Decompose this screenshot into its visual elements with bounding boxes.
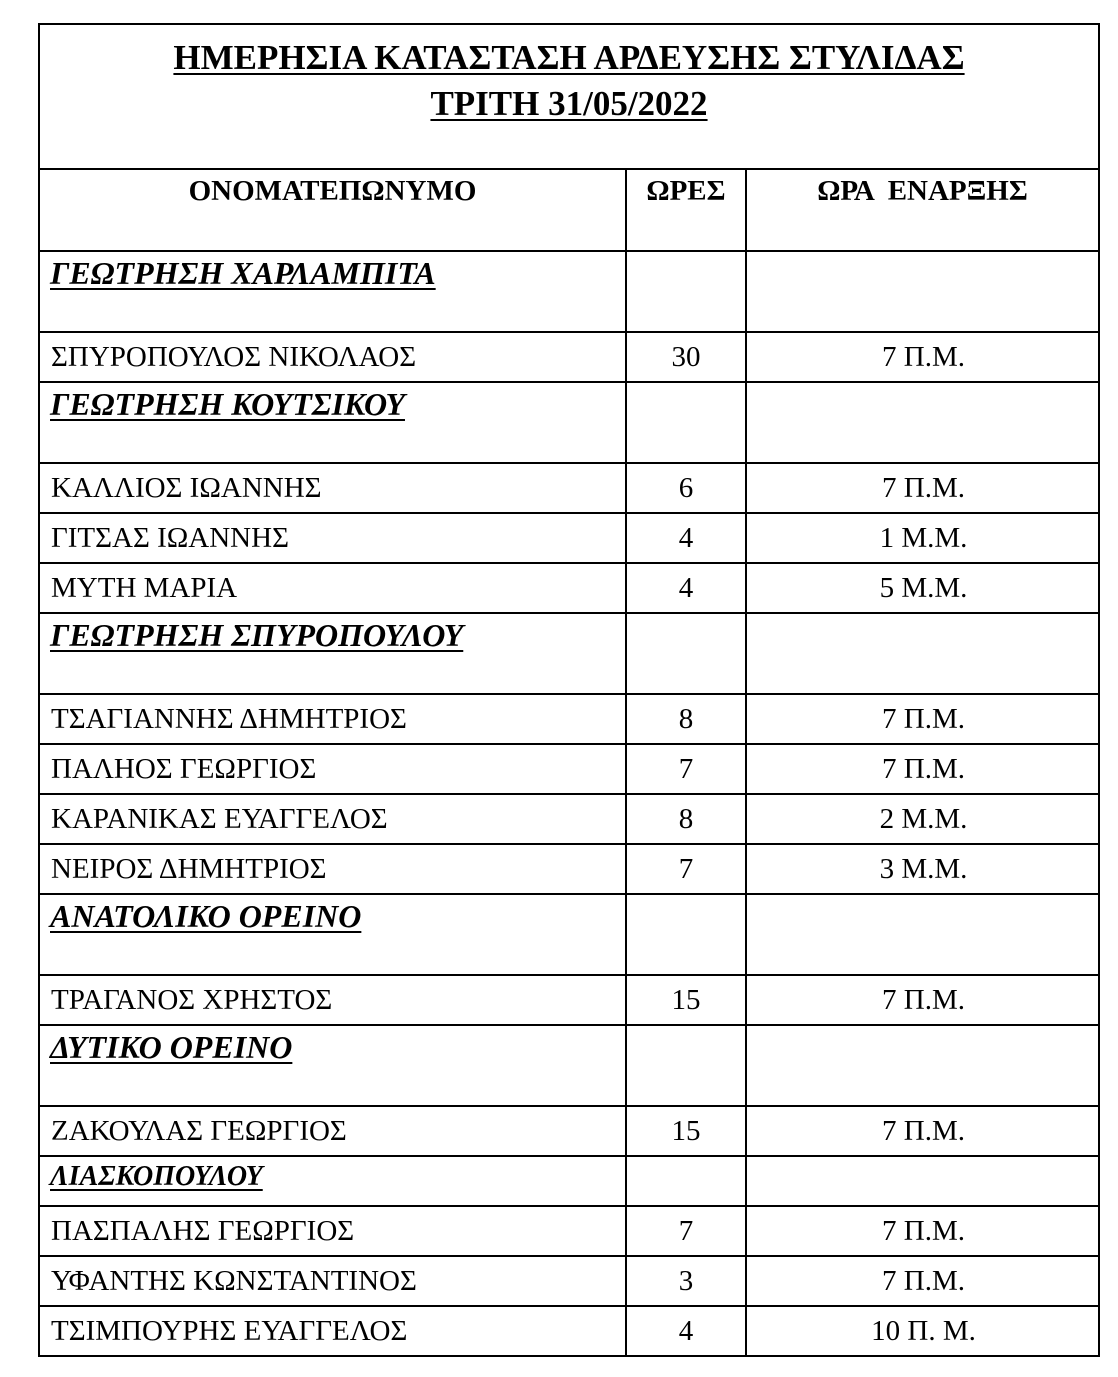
section-cell [39,251,626,332]
table-row [39,1206,1099,1256]
person-name: ΖΑΚΟΥΛΑΣ ΓΕΩΡΓΙΟΣ [39,1106,626,1156]
section-empty-hours [626,1025,746,1106]
section-row [39,1156,1099,1206]
section-label: ΓΕΩΤΡΗΣΗ ΣΠΥΡΟΠΟΥΛΟΥ [50,617,464,653]
hours-value: 30 [626,332,746,382]
hours-value: 4 [626,513,746,563]
table-row [39,463,1099,513]
section-empty-start [746,613,1099,694]
person-name: ΤΣΑΓΙΑΝΝΗΣ ΔΗΜΗΤΡΙΟΣ [39,694,626,744]
start-time: 2 Μ.Μ. [746,794,1099,844]
start-time: 7 Π.Μ. [746,694,1099,744]
table-row [39,332,1099,382]
section-label: ΛΙΑΣΚΟΠΟΥΛΟΥ [50,1161,263,1192]
table-row [39,1106,1099,1156]
hours-value: 8 [626,694,746,744]
section-cell [39,1025,626,1106]
hours-value: 8 [626,794,746,844]
section-row [39,382,1099,463]
section-row [39,251,1099,332]
section-empty-hours [626,613,746,694]
section-empty-start [746,382,1099,463]
table-row [39,694,1099,744]
hours-value: 4 [626,563,746,613]
section-row [39,613,1099,694]
title-row [39,24,1099,169]
header-start [746,169,1099,251]
start-time: 7 Π.Μ. [746,744,1099,794]
table-row [39,744,1099,794]
section-empty-start [746,1025,1099,1106]
table-row [39,794,1099,844]
table-row [39,563,1099,613]
hours-value: 15 [626,1106,746,1156]
section-empty-start [746,894,1099,975]
section-empty-hours [626,251,746,332]
section-empty-hours [626,894,746,975]
header-name-label: ΟΝΟΜΑΤΕΠΩΝΥΜΟ [188,175,477,207]
section-label: ΔΥΤΙΚΟ ΟΡΕΙΝΟ [50,1029,293,1065]
section-empty-start [746,251,1099,332]
table-row [39,513,1099,563]
hours-value: 7 [626,1206,746,1256]
section-row [39,894,1099,975]
section-cell [39,382,626,463]
section-label: ΑΝΑΤΟΛΙΚΟ ΟΡΕΙΝΟ [50,898,362,934]
start-time: 7 Π.Μ. [746,1256,1099,1306]
document-date: ΤΡΙΤΗ 31/05/2022 [430,84,708,123]
header-row [39,169,1099,251]
start-time: 3 Μ.Μ. [746,844,1099,894]
section-empty-hours [626,1156,746,1206]
start-time: 7 Π.Μ. [746,1106,1099,1156]
header-hours-label: ΩΡΕΣ [646,175,726,207]
hours-value: 7 [626,744,746,794]
header-name [39,169,626,251]
person-name: ΝΕΙΡΟΣ ΔΗΜΗΤΡΙΟΣ [39,844,626,894]
hours-value: 3 [626,1256,746,1306]
person-name: ΚΑΛΛΙΟΣ ΙΩΑΝΝΗΣ [39,463,626,513]
table-row [39,975,1099,1025]
section-empty-start [746,1156,1099,1206]
section-cell [39,1156,626,1206]
document-title: ΗΜΕΡΗΣΙΑ ΚΑΤΑΣΤΑΣΗ ΑΡΔΕΥΣΗΣ ΣΤΥΛΙΔΑΣ [173,38,965,77]
section-empty-hours [626,382,746,463]
start-time: 7 Π.Μ. [746,332,1099,382]
person-name: ΠΑΣΠΑΛΗΣ ΓΕΩΡΓΙΟΣ [39,1206,626,1256]
hours-value: 15 [626,975,746,1025]
header-hours [626,169,746,251]
section-label: ΓΕΩΤΡΗΣΗ ΧΑΡΛΑΜΠΙΤΑ [50,255,436,291]
person-name: ΓΙΤΣΑΣ ΙΩΑΝΝΗΣ [39,513,626,563]
section-row [39,1025,1099,1106]
hours-value: 4 [626,1306,746,1356]
hours-value: 6 [626,463,746,513]
table-row [39,844,1099,894]
person-name: ΚΑΡΑΝΙΚΑΣ ΕΥΑΓΓΕΛΟΣ [39,794,626,844]
hours-value: 7 [626,844,746,894]
title-cell [39,24,1099,169]
person-name: ΤΡΑΓΑΝΟΣ ΧΡΗΣΤΟΣ [39,975,626,1025]
start-time: 1 Μ.Μ. [746,513,1099,563]
section-cell [39,613,626,694]
section-cell [39,894,626,975]
person-name: ΣΠΥΡΟΠΟΥΛΟΣ ΝΙΚΟΛΑΟΣ [39,332,626,382]
irrigation-schedule-table [38,23,1100,1357]
start-time: 7 Π.Μ. [746,463,1099,513]
person-name: ΥΦΑΝΤΗΣ ΚΩΝΣΤΑΝΤΙΝΟΣ [39,1256,626,1306]
start-time: 10 Π. Μ. [746,1306,1099,1356]
person-name: ΜΥΤΗ ΜΑΡΙΑ [39,563,626,613]
start-time: 7 Π.Μ. [746,1206,1099,1256]
header-start-label: ΩΡΑ ΕΝΑΡΞΗΣ [817,175,1028,207]
person-name: ΠΑΛΗΟΣ ΓΕΩΡΓΙΟΣ [39,744,626,794]
table-row [39,1256,1099,1306]
start-time: 5 Μ.Μ. [746,563,1099,613]
table-body [39,24,1099,1356]
table-row [39,1306,1099,1356]
person-name: ΤΣΙΜΠΟΥΡΗΣ ΕΥΑΓΓΕΛΟΣ [39,1306,626,1356]
start-time: 7 Π.Μ. [746,975,1099,1025]
section-label: ΓΕΩΤΡΗΣΗ ΚΟΥΤΣΙΚΟΥ [50,386,405,422]
